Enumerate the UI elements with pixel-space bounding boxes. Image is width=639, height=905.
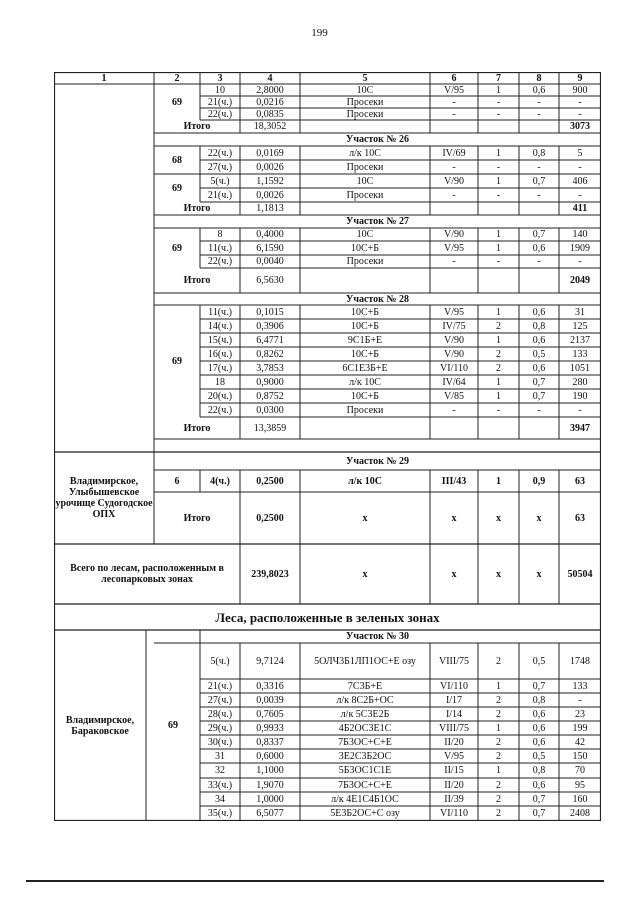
table-cell: 2: [496, 362, 501, 374]
table-cell: 6,1590: [256, 242, 284, 254]
table-cell: Просеки: [346, 96, 384, 108]
total-volume: 3073: [570, 121, 590, 132]
table-cell: 0,3906: [256, 320, 284, 332]
table-cell: -: [578, 256, 582, 267]
table-cell: 1: [496, 84, 501, 96]
table-cell: 0,6000: [256, 750, 284, 762]
table-cell: 0,0216: [256, 96, 284, 108]
table-cell: VI/110: [440, 362, 468, 374]
total-area: 13,3859: [253, 422, 287, 434]
table-cell: 14(ч.): [207, 320, 233, 332]
table-cell: III/43: [441, 475, 467, 487]
table-cell: 2: [496, 793, 501, 805]
table-cell: 0,9: [532, 475, 546, 487]
table-cell: х: [451, 512, 457, 524]
table-cell: V/95: [444, 750, 464, 762]
table-cell: 5Е3Б2ОС+С озу: [330, 808, 400, 819]
table-cell: 33(ч.): [207, 779, 233, 791]
table-cell: V/85: [444, 390, 464, 402]
table-cell: 95: [575, 779, 585, 791]
location-label: Владимирское, Бараковское: [65, 714, 135, 737]
table-cell: -: [537, 96, 541, 108]
table-cell: 70: [575, 765, 585, 776]
table-cell: 27(ч.): [207, 694, 233, 706]
table-cell: 0,6: [532, 722, 546, 734]
table-cell: 0,5: [532, 348, 546, 360]
table-cell: 0,0040: [256, 256, 284, 267]
table-cell: 406: [572, 175, 588, 187]
table-cell: 22(ч.): [207, 404, 233, 416]
grand-total-value: 50504: [567, 568, 593, 580]
header-cell: 2: [174, 72, 180, 84]
table-cell: 0,7: [532, 680, 546, 692]
table-cell: -: [496, 404, 501, 416]
table-cell: 28(ч.): [207, 708, 233, 720]
table-cell: 2408: [570, 808, 590, 819]
table-cell: 0,4000: [256, 229, 284, 240]
grand-total-value: 239,8023: [251, 568, 289, 580]
table-cell: V/90: [444, 229, 464, 240]
header-cell: 5: [362, 72, 368, 84]
table-cell: 9С1Б+Е: [347, 334, 383, 346]
table-cell: л/к 10С: [348, 475, 382, 487]
table-cell: 0,7605: [256, 708, 284, 720]
table-cell: IV/64: [442, 376, 466, 388]
table-cell: 0,6: [532, 708, 546, 720]
table-cell: 22(ч.): [207, 256, 233, 267]
table-cell: -: [578, 404, 582, 416]
table-cell: -: [452, 108, 456, 120]
table-cell: 5(ч.): [210, 655, 230, 667]
table-cell: 10: [215, 84, 225, 96]
location-label: Владимирское, Улыбышевское урочище Судогодское ОПХ: [55, 476, 153, 520]
table-cell: 42: [575, 736, 585, 748]
table-cell: 190: [572, 390, 588, 402]
total-area: 6,5630: [256, 275, 284, 286]
table-cell: 150: [572, 750, 588, 762]
table-cell: 35(ч.): [207, 808, 233, 819]
table-cell: -: [578, 694, 582, 706]
table-cell: Просеки: [346, 108, 384, 120]
table-cell: Просеки: [346, 189, 384, 201]
table-cell: 2: [496, 708, 501, 720]
table-cell: 0,9933: [256, 722, 284, 734]
header-cell: 6: [451, 72, 457, 84]
table-cell: II/39: [444, 793, 464, 805]
table-cell: 1: [496, 722, 501, 734]
table-cell: 140: [572, 229, 588, 240]
table-cell: 31: [215, 750, 225, 762]
table-cell: 22(ч.): [207, 147, 233, 159]
table-cell: 0,8: [532, 320, 546, 332]
table-cell: л/к 5С3Е2Б: [340, 708, 390, 720]
total-label: Итого: [183, 203, 211, 214]
total-volume: 3947: [570, 422, 590, 434]
table-cell: 5Б3ОС1С1Е: [338, 765, 392, 776]
table-cell: 63: [575, 512, 585, 524]
table-cell: 0,5: [532, 750, 546, 762]
table-cell: -: [578, 161, 582, 173]
total-volume: 2049: [570, 275, 590, 286]
table-cell: -: [496, 108, 501, 120]
total-label: Итого: [183, 121, 211, 132]
table-cell: х: [362, 512, 368, 524]
table-cell: 0,0026: [256, 189, 284, 201]
table-cell: -: [537, 189, 541, 201]
table-cell: VIII/75: [439, 722, 469, 734]
table-cell: 1: [496, 334, 501, 346]
table-cell: 18: [215, 376, 225, 388]
table-cell: V/90: [444, 334, 464, 346]
table-cell: 0,6: [532, 242, 546, 254]
header-cell: 4: [267, 72, 273, 84]
table-cell: 0,8: [532, 765, 546, 776]
table-cell: 22(ч.): [207, 108, 233, 120]
table-cell: 34: [215, 793, 225, 805]
table-cell: 0,2500: [256, 475, 284, 487]
table-cell: Просеки: [346, 256, 384, 267]
table-cell: 2: [496, 655, 501, 667]
table-cell: 10С: [356, 175, 374, 187]
table-cell: V/90: [444, 348, 464, 360]
table-cell: 0,6: [532, 736, 546, 748]
section-title: Участок № 26: [345, 134, 409, 145]
total-volume: 411: [572, 203, 588, 214]
table-cell: 0,6: [532, 84, 546, 96]
table-cell: 0,9000: [256, 376, 284, 388]
table-cell: 17(ч.): [207, 362, 233, 374]
table-cell: 1: [496, 306, 501, 318]
table-cell: 0,7: [532, 808, 546, 819]
table-cell: -: [537, 108, 541, 120]
section-title: Участок № 27: [345, 216, 409, 227]
table-cell: 0,7: [532, 175, 546, 187]
table-cell: 1: [496, 242, 501, 254]
table-cell: -: [537, 404, 541, 416]
table-cell: 2137: [570, 334, 590, 346]
table-cell: -: [452, 404, 456, 416]
table-cell: 21(ч.): [207, 96, 233, 108]
table-cell: 0,7: [532, 793, 546, 805]
table-cell: -: [452, 96, 456, 108]
table-cell: 0,8752: [256, 390, 284, 402]
section-title: Участок № 29: [345, 455, 409, 467]
table-cell: 133: [572, 680, 588, 692]
table-cell: 10С+Б: [350, 306, 380, 318]
table-cell: 27(ч.): [207, 161, 233, 173]
grand-total-value: х: [536, 568, 542, 580]
header-cell: 7: [496, 72, 501, 84]
table-cell: 0,8262: [256, 348, 284, 360]
table-cell: 5(ч.): [210, 175, 230, 187]
section-title: Участок № 28: [345, 293, 409, 305]
table-cell: 10С+Б: [350, 242, 380, 254]
table-cell: 21(ч.): [207, 189, 233, 201]
header-cell: 1: [101, 72, 107, 84]
table-cell: V/95: [444, 84, 464, 96]
table-cell: 0,8: [532, 147, 546, 159]
table-cell: 1909: [570, 242, 590, 254]
table-cell: 31: [575, 306, 585, 318]
table-cell: 2: [496, 348, 501, 360]
table-cell: 5: [577, 147, 583, 159]
table-cell: 1: [496, 376, 501, 388]
table-cell: 6,5077: [256, 808, 284, 819]
table-cell: 6С1Е3Б+Е: [342, 362, 388, 374]
table-cell: 15(ч.): [207, 334, 233, 346]
table-cell: 3Е2С3Б2ОС: [338, 750, 392, 762]
grand-total-value: х: [496, 568, 501, 580]
table-cell: 280: [572, 376, 588, 388]
table-cell: 10С+Б: [350, 320, 380, 332]
total-area: 18,3052: [253, 121, 287, 132]
table-cell: 7Б3ОС+С+Е: [338, 779, 392, 791]
table-cell: -: [578, 108, 582, 120]
table-cell: 2,8000: [256, 84, 284, 96]
table-cell: 10С: [356, 229, 374, 240]
table-cell: 29(ч.): [207, 722, 233, 734]
table-cell: 0,7: [532, 376, 546, 388]
table-cell: -: [452, 189, 456, 201]
table-cell: 1: [496, 390, 501, 402]
table-cell: 11(ч.): [208, 306, 232, 318]
table-cell: 2: [496, 694, 501, 706]
total-label: Итого: [183, 275, 211, 286]
grand-total-value: х: [451, 568, 457, 580]
table-cell: -: [537, 256, 541, 267]
table-cell: 1,9070: [256, 779, 284, 791]
table-cell: 1051: [570, 362, 590, 374]
table-cell: 0,0169: [256, 147, 284, 159]
table-cell: V/95: [444, 242, 464, 254]
table-cell: 1: [496, 475, 501, 487]
table-cell: 0,8337: [256, 736, 284, 748]
table-cell: -: [578, 189, 582, 201]
table-cell: 199: [572, 722, 588, 734]
table-cell: 23: [575, 708, 585, 720]
table-cell: II/20: [444, 779, 464, 791]
table-cell: 2: [496, 779, 501, 791]
quarter-number: 69: [172, 96, 182, 108]
table-cell: 0,0835: [256, 108, 284, 120]
table-cell: 133: [572, 348, 588, 360]
table-cell: 0,0026: [256, 161, 284, 173]
table-cell: 0,6: [532, 362, 546, 374]
table-cell: -: [496, 189, 501, 201]
bottom-rule: [26, 880, 604, 882]
table-cell: 16(ч.): [207, 348, 233, 360]
table-cell: 1: [496, 229, 501, 240]
table-cell: 9,7124: [256, 655, 284, 667]
table-cell: 32: [215, 765, 225, 776]
table-cell: -: [537, 161, 541, 173]
table-cell: I/14: [445, 708, 463, 720]
table-cell: 2: [496, 750, 501, 762]
table-cell: Просеки: [346, 161, 384, 173]
table-cell: Просеки: [346, 404, 384, 416]
table-cell: 0,3316: [256, 680, 284, 692]
grand-total-label: Всего по лесам, расположенным в лесопарковых зонах: [70, 563, 224, 585]
total-label: Итого: [183, 512, 211, 524]
table-cell: 1: [496, 680, 501, 692]
table-cell: 63: [575, 475, 585, 487]
table-cell: -: [496, 161, 501, 173]
table-cell: IV/75: [442, 320, 466, 332]
table-cell: 30(ч.): [207, 736, 233, 748]
table-cell: 2: [496, 736, 501, 748]
table-cell: I/17: [445, 694, 463, 706]
table-cell: 0,6: [532, 334, 546, 346]
table-cell: VIII/75: [439, 655, 469, 667]
table-cell: 0,1015: [256, 306, 284, 318]
table-cell: 4(ч.): [210, 475, 230, 487]
table-cell: 1748: [570, 655, 590, 667]
table-cell: 0,8: [532, 694, 546, 706]
table-cell: 21(ч.): [207, 680, 233, 692]
table-cell: л/к 10С: [349, 376, 381, 388]
table-cell: 20(ч.): [207, 390, 233, 402]
header-cell: 9: [577, 72, 583, 84]
quarter-number: 69: [172, 182, 182, 194]
table-cell: 1,1592: [256, 175, 284, 187]
table-cell: 10С+Б: [350, 390, 380, 402]
quarter-number: 69: [172, 355, 182, 367]
total-area: 1,1813: [256, 203, 284, 214]
forest-table: [54, 72, 601, 821]
table-cell: 1: [496, 175, 501, 187]
table-cell: -: [496, 96, 501, 108]
table-cell: -: [452, 161, 456, 173]
grand-total-value: х: [362, 568, 368, 580]
table-cell: х: [536, 512, 542, 524]
table-cell: 0,7: [532, 390, 546, 402]
quarter-number: 69: [172, 242, 182, 254]
quarter-number: 69: [168, 720, 178, 731]
table-cell: IV/69: [442, 147, 466, 159]
table-cell: х: [496, 512, 501, 524]
header-cell: 3: [217, 72, 223, 84]
table-cell: 7Б3ОС+С+Е: [338, 736, 392, 748]
table-cell: 1,0000: [256, 793, 284, 805]
table-cell: II/15: [444, 765, 464, 776]
table-cell: VI/110: [440, 808, 468, 819]
total-area: 0,2500: [256, 512, 284, 524]
table-cell: 2: [496, 808, 501, 819]
page-number: 199: [311, 27, 328, 39]
table-cell: 5ОЛЧ3Б1ЛП1ОС+Е озу: [314, 655, 416, 667]
table-cell: 125: [572, 320, 588, 332]
table-cell: 0,0300: [256, 404, 284, 416]
section-title: Участок № 30: [345, 631, 409, 642]
quarter-number: 68: [172, 154, 182, 166]
table-cell: 1: [496, 147, 501, 159]
table-cell: л/к 4Е1С4Б1ОС: [331, 793, 399, 805]
table-cell: 0,5: [532, 655, 546, 667]
table-cell: л/к 8С2Б+ОС: [336, 694, 394, 706]
table-cell: 3,7853: [256, 362, 284, 374]
section-heading: Леса, расположенные в зеленых зонах: [215, 609, 440, 625]
table-cell: 1: [496, 765, 501, 776]
table-cell: V/90: [444, 175, 464, 187]
table-cell: 6,4771: [256, 334, 284, 346]
total-label: Итого: [183, 422, 211, 434]
table-cell: 4Б2ОС3Е1С: [338, 722, 392, 734]
table-cell: II/20: [444, 736, 464, 748]
table-cell: 160: [572, 793, 588, 805]
table-cell: -: [578, 96, 582, 108]
table-cell: -: [496, 256, 501, 267]
table-cell: 6: [174, 475, 180, 487]
table-cell: -: [452, 256, 456, 267]
table-cell: 7С3Б+Е: [347, 680, 383, 692]
table-cell: 900: [572, 84, 588, 96]
table-cell: 10С: [356, 84, 374, 96]
header-cell: 8: [536, 72, 542, 84]
table-cell: 8: [217, 229, 223, 240]
table-cell: 1,1000: [256, 765, 284, 776]
table-cell: л/к 10С: [349, 147, 381, 159]
table-cell: VI/110: [440, 680, 468, 692]
table-cell: 0,6: [532, 306, 546, 318]
table-cell: 0,6: [532, 779, 546, 791]
table-cell: 10С+Б: [350, 348, 380, 360]
table-cell: 2: [496, 320, 501, 332]
table-cell: 0,0039: [256, 694, 284, 706]
table-cell: V/95: [444, 306, 464, 318]
table-cell: 11(ч.): [208, 242, 232, 254]
table-cell: 0,7: [532, 229, 546, 240]
